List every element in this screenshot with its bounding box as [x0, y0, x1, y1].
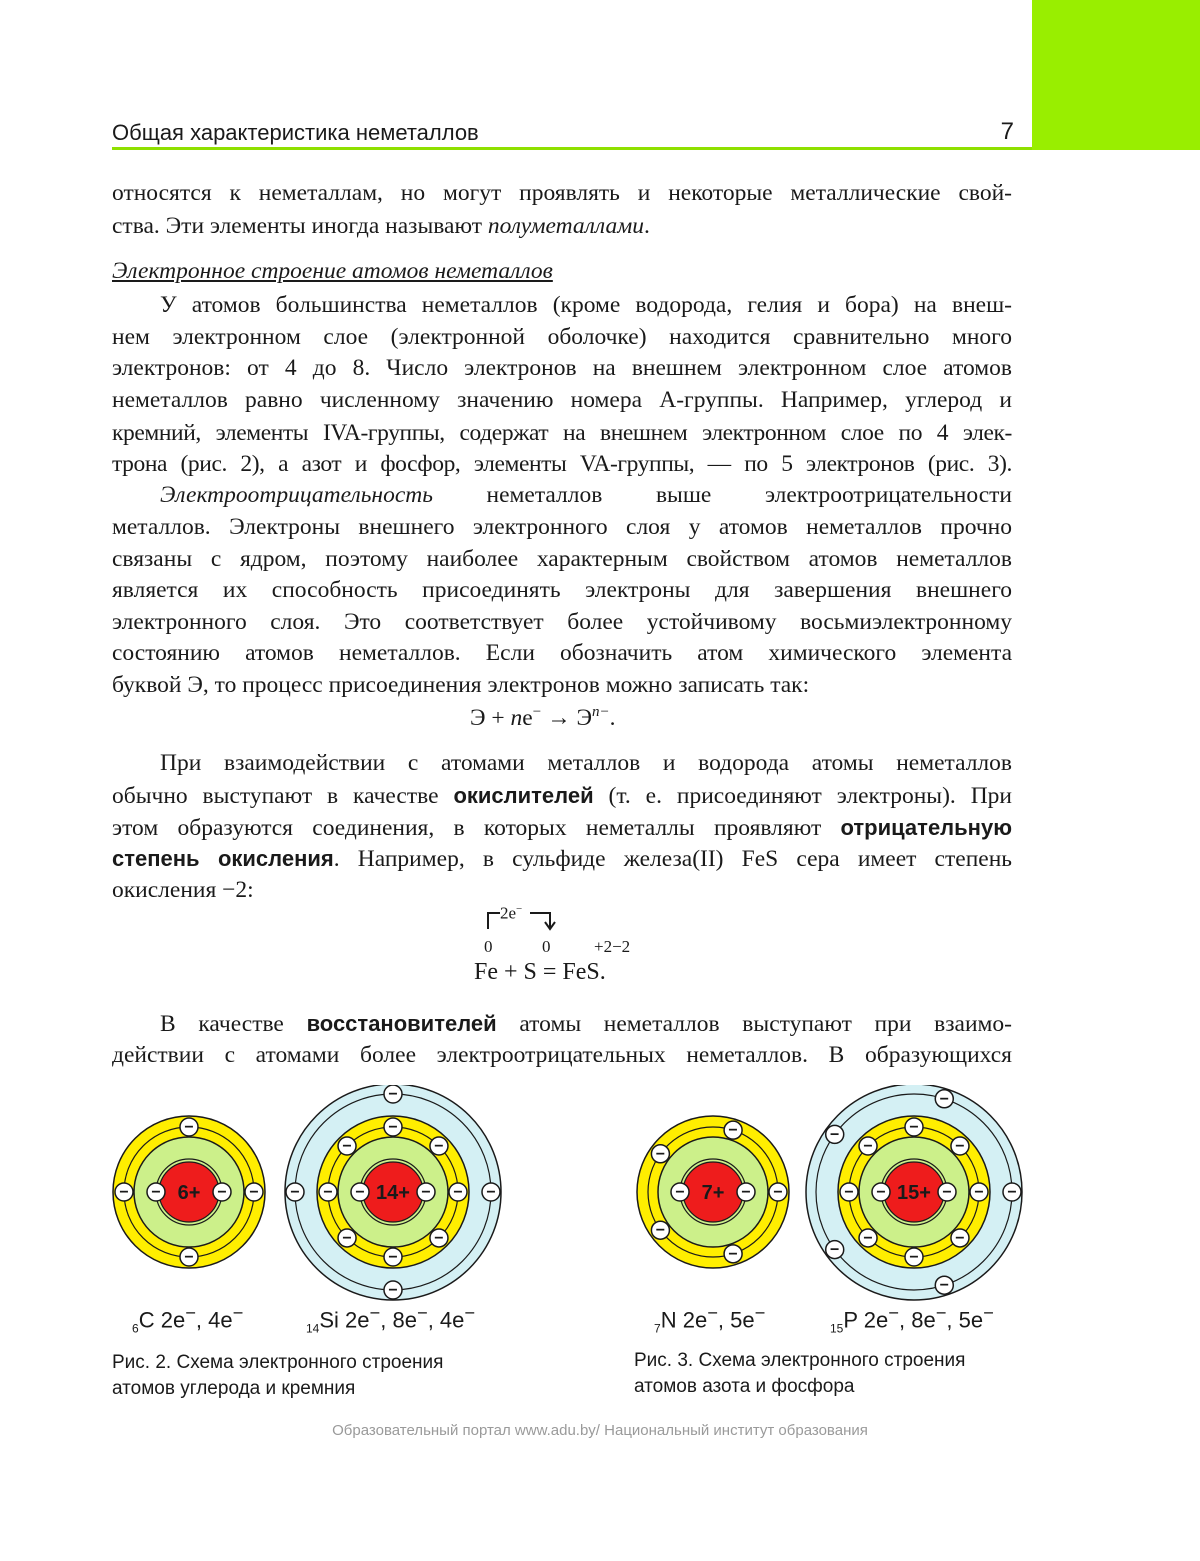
p1-line: неметаллов равно численному значению номера А-группы. Например, углерод и	[112, 387, 1012, 413]
intro-line-2	[112, 211, 1012, 242]
electron-sign: −	[939, 1090, 949, 1108]
eq-end: .	[609, 704, 616, 731]
shell-count: 8e	[911, 1307, 936, 1333]
electron-sign: −	[830, 1126, 840, 1144]
p3-text: (т. е. присоединяют электроны). При	[593, 783, 1013, 809]
electron-sign: −	[119, 1184, 129, 1201]
electron-sign: −	[388, 1249, 398, 1266]
electron-sign: −	[184, 1119, 194, 1136]
running-header	[112, 116, 1032, 150]
page-number: 7	[1000, 118, 1014, 145]
p2-line: состоянию атомов неметаллов. Если обозначить атом химического элемента	[112, 640, 1012, 666]
electron-sign: −	[909, 1249, 919, 1266]
electron-sign: −	[909, 1119, 919, 1136]
electron-sign: −	[369, 1302, 381, 1323]
electron-sign: −	[955, 1229, 965, 1247]
electron-sign: −	[983, 1302, 994, 1323]
p1-line: У атомов большинства неметаллов (кроме водорода, гелия и бора) на внеш-	[160, 292, 1012, 318]
p3-line: При взаимодействии с атомами металлов и водорода атомы неметаллов	[160, 750, 1012, 776]
p2-line: связаны с ядром, поэтому наиболее характерным свойством атомов неметаллов	[112, 546, 1012, 572]
intro-line-1: относятся к неметаллам, но могут проявлять и некоторые металлические свой-	[112, 180, 1012, 206]
electron-sign: −	[185, 1302, 196, 1323]
term-electronegativity: Электроотрицательность	[160, 482, 433, 508]
p1-line: кремний, элементы IVA-группы, содержат на внешнем электронном слое по 4 элек-	[112, 420, 1012, 446]
nucleus-charge: 6+	[177, 1182, 201, 1204]
electron-sign: −	[728, 1122, 738, 1140]
electron-sign: −	[1007, 1184, 1017, 1201]
caption-line: атомов углерода и кремния	[112, 1378, 356, 1399]
p3-line: окисления −2:	[112, 877, 254, 903]
electron-sign: −	[741, 1184, 751, 1201]
p3-line	[112, 780, 1012, 812]
p1-line: электронов: от 4 до 8. Число электронов на внешнем электронном слое атомов	[112, 355, 1012, 381]
figure-3-caption	[634, 1348, 965, 1400]
p1-line: трона (рис. 2), а азот и фосфор, элементы VA-группы, — по 5 электронов (рис. 3).	[112, 451, 1012, 477]
element-symbol: C	[138, 1307, 155, 1333]
redox-equation	[470, 905, 670, 990]
chapter-tab	[1032, 0, 1200, 150]
electron-sign: −	[955, 1138, 965, 1156]
shell-count: 5e	[958, 1307, 984, 1333]
p3-text: обычно выступают в качестве	[112, 783, 454, 809]
p4-line	[160, 1008, 1012, 1040]
fes-equation: Fe + S = FeS.	[474, 959, 606, 985]
electron-sign: −	[655, 1145, 666, 1163]
atomic-number: 14	[306, 1321, 320, 1336]
electron-sign: −	[844, 1184, 854, 1201]
p3-text: этом образуются соединения, в которых неметаллы проявляют	[112, 815, 841, 841]
section-title: Электронное строение атомов неметаллов	[112, 258, 553, 284]
electron-sign: −	[217, 1184, 227, 1201]
p1-line: нем электронном слое (электронной оболочке) находится сравнительно много	[112, 324, 1012, 350]
config-nitrogen: $_7$N 2e−, 5e−	[654, 1302, 766, 1336]
shell-count: 2e	[160, 1307, 186, 1333]
electron-sign: −	[863, 1138, 873, 1156]
electron-sign: −	[290, 1184, 300, 1201]
electron-sign: −	[342, 1138, 352, 1156]
shell-count: 2e	[863, 1307, 889, 1333]
electron-sign: −	[232, 1302, 244, 1323]
shell-count: 2e	[345, 1307, 370, 1333]
p3-line	[112, 812, 1012, 844]
electron-sign: −	[434, 1229, 444, 1247]
p4-text: В качестве	[160, 1011, 307, 1037]
header-title: Общая характеристика неметаллов	[112, 120, 479, 145]
term-negative: отрицательную	[840, 815, 1012, 840]
eq-arrow: → Э	[541, 704, 592, 731]
electron-sign: −	[464, 1302, 476, 1323]
p4-line: действии с атомами более электроотрицательных неметаллов. В образующихся	[112, 1042, 1012, 1068]
electron-sign: −	[935, 1302, 947, 1323]
nucleus-charge: 15+	[897, 1182, 931, 1204]
term-semimetals: полуметаллами	[487, 213, 644, 239]
electron-sign: −	[486, 1184, 496, 1201]
electron-sign: −	[388, 1282, 398, 1299]
shell-count: 4e	[439, 1307, 465, 1333]
electron-sign: −	[942, 1184, 952, 1201]
p2-line-last: буквой Э, то процесс присоединения электронов можно записать так:	[112, 672, 810, 698]
footer-credit: Образовательный портал www.adu.by/ Национальный институт образования	[332, 1422, 868, 1439]
config-carbon: $_6$C 2e−, 4e−	[132, 1302, 244, 1336]
electron-sign: −	[355, 1184, 365, 1201]
nucleus-charge: 14+	[376, 1182, 410, 1204]
element-symbol: Si	[319, 1307, 339, 1333]
caption-line: Рис. 3. Схема электронного строения	[634, 1350, 966, 1371]
atom-diagrams	[0, 1085, 1200, 1305]
shell-count: 8e	[392, 1307, 417, 1333]
element-symbol: P	[843, 1307, 858, 1333]
figure-2-caption	[112, 1350, 443, 1402]
config-phosphorus: $_{15}$P 2e−, 8e−, 5e−	[830, 1302, 994, 1336]
electron-sign: −	[184, 1249, 194, 1266]
electron-sign: −	[434, 1138, 444, 1156]
electron-sign: −	[388, 1119, 398, 1136]
eq-charge: −	[532, 704, 542, 720]
electron-charge: −	[516, 903, 523, 915]
electron-sign: −	[655, 1222, 666, 1240]
config-silicon: $_{14}$Si 2e−, 8e−, 4e−	[306, 1302, 476, 1336]
electron-sign: −	[342, 1229, 352, 1247]
transferred-electrons	[500, 903, 522, 924]
electron-sign: −	[421, 1184, 431, 1201]
p2-text: неметаллов выше электроотрицательности	[432, 482, 1012, 508]
electron-sign: −	[728, 1245, 738, 1263]
shell-count: 5e	[730, 1307, 755, 1333]
nucleus-charge: 7+	[701, 1182, 725, 1204]
caption-line: Рис. 2. Схема электронного строения	[112, 1352, 444, 1373]
ox-state-fes: +2−2	[594, 937, 631, 956]
electron-sign: −	[675, 1184, 685, 1201]
electron-sign: −	[151, 1184, 161, 1201]
electron-sign: −	[773, 1184, 783, 1201]
caption-line: атомов азота и фосфора	[634, 1376, 855, 1397]
term-oxidizers: окислителей	[453, 783, 594, 808]
electron-sign: −	[388, 1086, 398, 1103]
electron-sign: −	[876, 1184, 886, 1201]
shell-count: 4e	[208, 1307, 233, 1333]
shell-count: 2e	[682, 1307, 708, 1333]
term-reducers: восстановителей	[306, 1011, 497, 1036]
term-oxidation-state: степень окисления	[112, 846, 334, 871]
ox-state-fe: 0	[484, 937, 493, 956]
electron-sign: −	[249, 1184, 259, 1201]
electron-sign: −	[888, 1302, 899, 1323]
electron-sign: −	[974, 1184, 984, 1201]
eq-ion-charge: n−	[591, 704, 610, 720]
atomic-number: 15	[830, 1321, 844, 1336]
eq-part: Э +	[470, 704, 511, 731]
intro-text: ства. Эти элементы иногда называют	[112, 213, 488, 239]
electron-sign: −	[453, 1184, 463, 1201]
electron-gain-equation	[470, 704, 615, 732]
electron-sign: −	[754, 1302, 766, 1323]
ox-state-s: 0	[542, 937, 551, 956]
p2-line: электронного слоя. Это соответствует более устойчивому восьмиэлектронному	[112, 609, 1012, 635]
p3-line	[112, 843, 1012, 875]
electron-sign: −	[416, 1302, 428, 1323]
eq-n: n	[510, 704, 523, 731]
electron-sign: −	[323, 1184, 333, 1201]
p2-line: является их способность присоединять электроны для завершения внешнего	[112, 577, 1012, 603]
atomic-number: 7	[654, 1321, 661, 1336]
atomic-number: 6	[132, 1321, 139, 1336]
electron-count: 2e	[500, 903, 517, 923]
p4-text: атомы неметаллов выступают при взаимо-	[496, 1011, 1012, 1037]
electron-sign: −	[707, 1302, 718, 1323]
electron-sign: −	[830, 1241, 840, 1259]
electron-sign: −	[939, 1277, 949, 1295]
p2-line: металлов. Электроны внешнего электронного слоя у атомов неметаллов прочно	[112, 514, 1012, 540]
intro-period: .	[643, 213, 650, 239]
p3-text: . Например, в сульфиде железа(II) FeS сера имеет степень	[333, 846, 1012, 872]
element-symbol: N	[660, 1307, 677, 1333]
eq-e: e	[522, 704, 533, 731]
electron-sign: −	[863, 1229, 873, 1247]
p2-line-1	[160, 480, 1012, 511]
